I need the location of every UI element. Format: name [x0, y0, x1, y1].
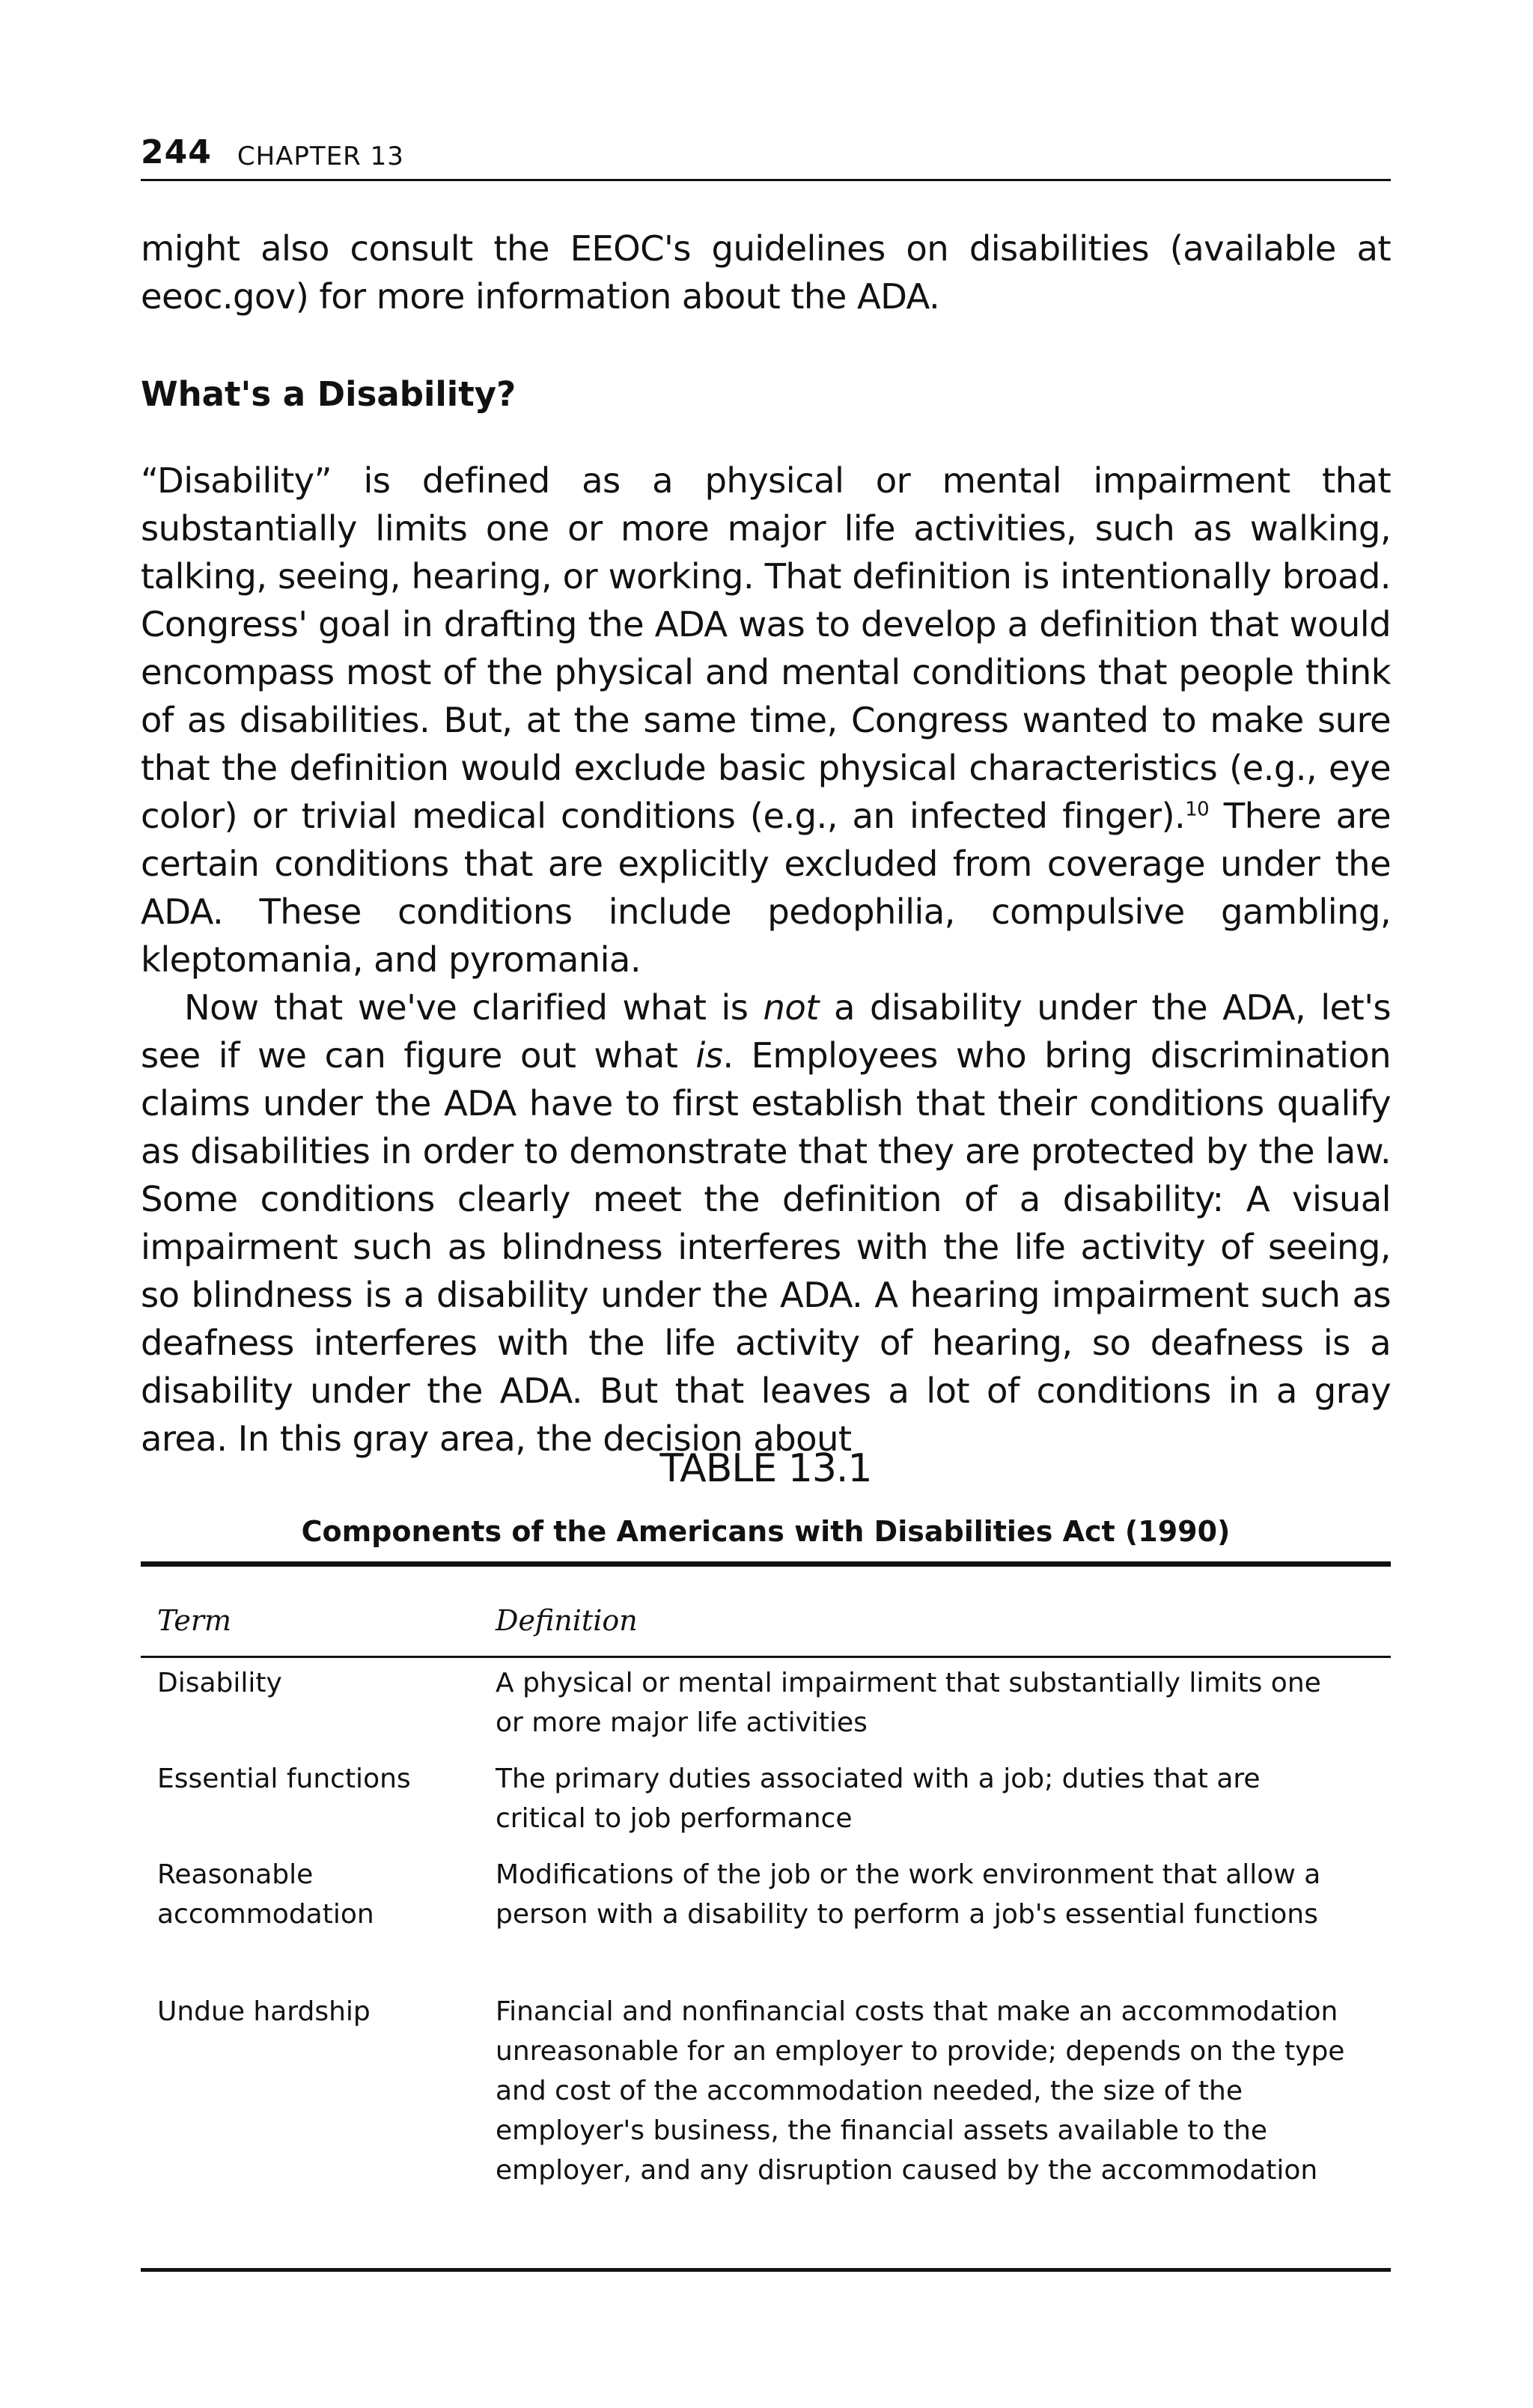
paragraph-definition: [141, 457, 1391, 984]
definition-cell: A physical or mental impairment that substantially limits one or more major life activities: [496, 1668, 1321, 1738]
table-title: TABLE 13.1: [659, 1446, 872, 1491]
page-header: [141, 120, 1391, 181]
paragraph-gray-area-end: . Employees who bring discrimination claims under the ADA have to first establish that their conditions qualify as disabilities in order to demonstrate that they are protected by the law. Some conditions clearly meet the definition of a disability: A visual impairment such as blindness interferes with the life activity of seeing, so blindness is a disability under the ADA. A hearing impairment such as deafness interferes with the life activity of hearing, so deafness is a disability under the ADA. But that leaves a lot of conditions in a gray area. In this gray area, the decision about: [141, 1035, 1391, 1459]
section-body: [141, 457, 1391, 1463]
continued-paragraph: [141, 225, 1391, 320]
table-top-rule: [141, 1561, 1391, 1567]
column-header-term: Term: [157, 1604, 232, 1637]
table-header-rule: [141, 1656, 1391, 1658]
continued-paragraph-text: might also consult the EEOC's guidelines on disabilities (available at eeoc.gov) for more information about the ADA.: [141, 228, 1391, 317]
paragraph-definition-text: “Disability” is defined as a physical or mental impairment that substantially limits one or more major life activities, such as walking, talking, seeing, hearing, or working. That definition is intentionally broad. Congress' goal in drafting the ADA was to develop a definition that would encompass most of the physical and mental conditions that people think of as disabilities. But, at the same time, Congress wanted to make sure that the definition would exclude basic physical characteristics (e.g., eye color) or trivial medical conditions (e.g., an infected finger).: [141, 460, 1391, 836]
paragraph-gray-area: [141, 984, 1391, 1463]
emphasis-not: not: [763, 987, 819, 1028]
section-heading: What's a Disability?: [141, 374, 516, 414]
paragraph-gray-area-start: Now that we've clarified what is: [184, 987, 764, 1028]
table-bottom-rule: [141, 2268, 1391, 2272]
term-cell: Undue hardship: [157, 1996, 371, 2027]
emphasis-is: is: [695, 1035, 723, 1076]
paragraph-gray-area-mid: a disability under the ADA, let's see if we can figure out what: [141, 987, 1392, 1076]
term-cell: Disability: [157, 1668, 282, 1698]
definition-cell: The primary duties associated with a job; duties that are critical to job performance: [496, 1764, 1261, 1834]
running-head: CHAPTER 13: [237, 141, 404, 171]
page-number: 244: [141, 133, 212, 171]
footnote-reference: 10: [1185, 798, 1210, 821]
definition-cell: Financial and nonfinancial costs that make an accommodation unreasonable for an employer to provide; depends on the type and cost of the accommodation needed, the size of the employer's business, the financial assets available to the employer, and any disruption caused by the accommodation: [496, 1996, 1345, 2186]
term-cell: Reasonable accommodation: [157, 1859, 374, 1930]
table-caption: Components of the Americans with Disabilities Act (1990): [301, 1515, 1231, 1548]
definition-cell: Modifications of the job or the work environment that allow a person with a disability to perform a job's essential functions: [496, 1859, 1321, 1930]
paragraph-definition-end: There are certain conditions that are explicitly excluded from coverage under the ADA. These conditions include pedophilia, compulsive gambling, kleptomania, and pyromania.: [141, 796, 1392, 980]
term-cell: Essential functions: [157, 1764, 411, 1794]
column-header-definition: Definition: [496, 1604, 638, 1637]
